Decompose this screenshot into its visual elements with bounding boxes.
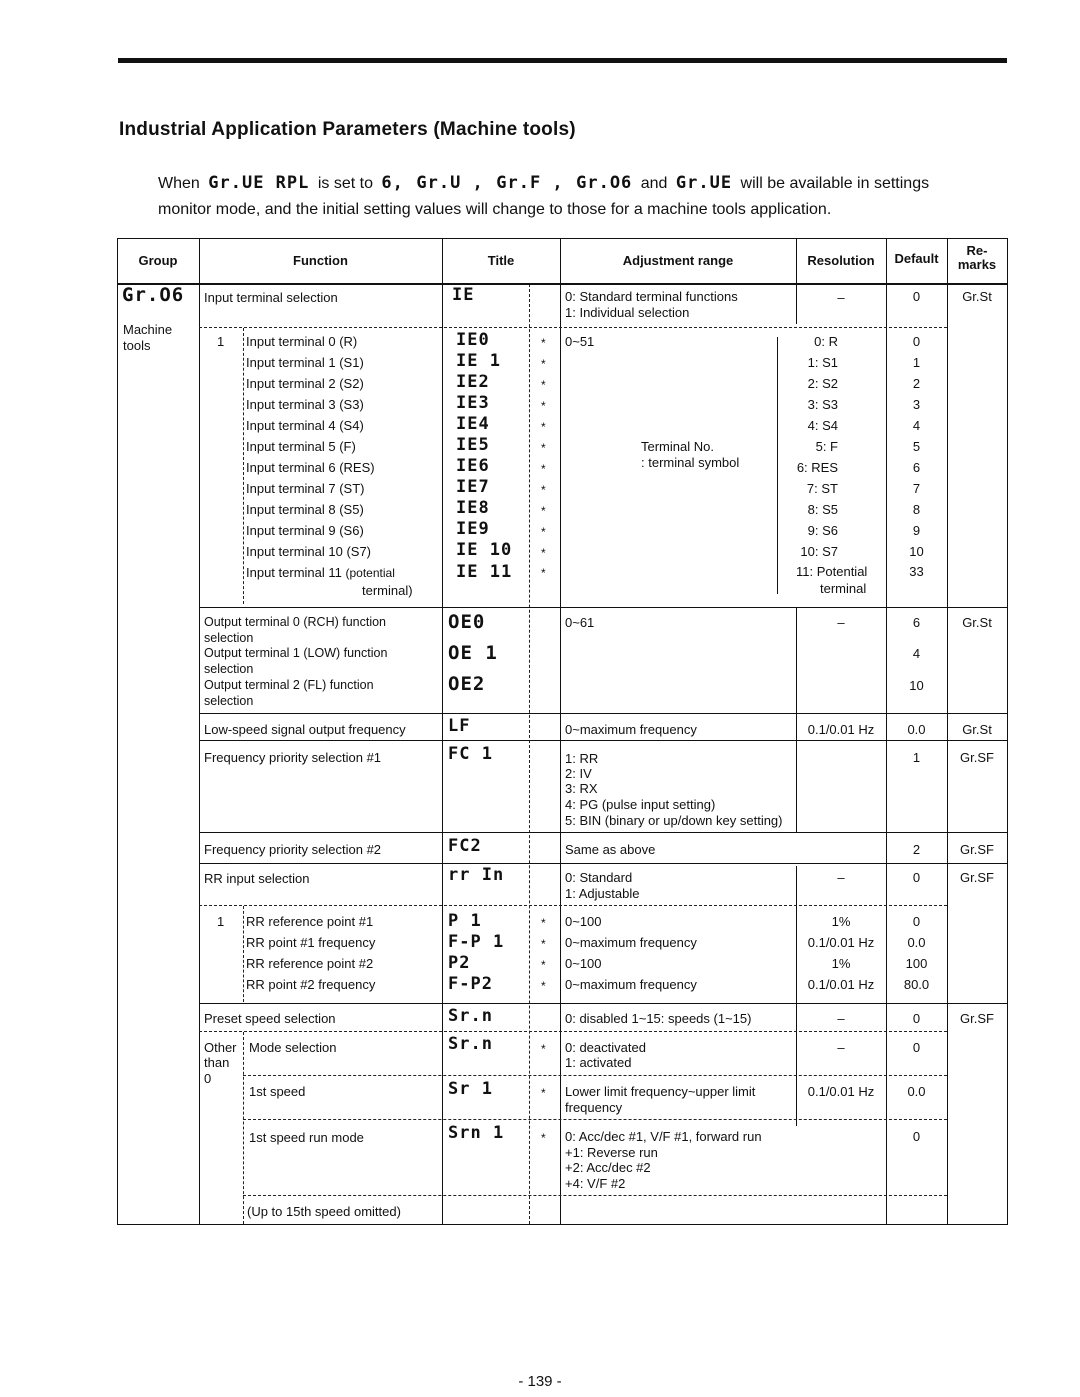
low-speed-remarks: Gr.St [962,722,992,737]
mode-title: Sr.n [448,1034,493,1054]
rr-sel-function: RR input selection [204,871,310,886]
star-mark: * [541,441,546,455]
header-remarks: Re- marks [957,243,997,272]
star-mark: * [541,979,546,993]
input-sel-remarks: Gr.St [962,289,992,304]
input-terminal-default: 10 [909,544,924,559]
intro-line-2: monitor mode, and the initial setting values will change to those for a machine tools application. [158,201,832,218]
input-terminal-symbol: 3: S3 [807,397,838,412]
header-adjustment: Adjustment range [622,253,734,268]
grid-line [199,1031,947,1032]
input-terminal-function: Input terminal 8 (S5) [246,502,364,517]
preset-adj: 0: disabled 1~15: speeds (1~15) [565,1011,752,1026]
fc2-title: FC2 [448,836,482,856]
grid-line [243,328,244,604]
mode-resolution: – [837,1040,845,1055]
star-mark: * [541,420,546,434]
input-terminal-title: IE5 [456,435,490,455]
fc1-adj-5: 5: BIN (binary or up/down key setting) [565,813,783,828]
mode-other-1: Other [204,1040,237,1055]
header-resolution: Resolution [807,253,875,268]
input-terminal-title: IE0 [456,330,490,350]
output-range: 0~61 [565,615,595,630]
mode-other-2: than [204,1055,230,1070]
input-terminal-function: Input terminal 4 (S4) [246,418,364,433]
input-terminal-title: IE7 [456,477,490,497]
speed1-adj-2: frequency [565,1100,623,1115]
star-mark: * [541,357,546,371]
input-term-11-default: 33 [909,564,924,579]
fc1-default: 1 [912,750,921,765]
input-terminal-function: Input terminal 3 (S3) [246,397,364,412]
input-terms-note-1: Terminal No. [641,439,714,454]
rr-sel-resolution: – [837,870,845,885]
fc1-adj-1: 1: RR [565,751,599,766]
fc1-adj-3: 3: RX [565,781,598,796]
input-terminal-title: IE 10 [456,540,513,560]
star-mark: * [541,336,546,350]
low-speed-resolution: 0.1/0.01 Hz [807,722,875,737]
input-terminal-symbol: 2: S2 [807,376,838,391]
mode-function: Mode selection [249,1040,337,1055]
star-mark: * [541,1086,546,1100]
rr-point-title: F-P2 [448,974,493,994]
rr-point-title: P2 [448,953,471,973]
input-terminal-title: IE3 [456,393,490,413]
mode-adj-2: 1: activated [565,1055,632,1070]
grid-line [243,1119,947,1120]
header-group: Group [138,253,178,268]
input-terminal-symbol: 10: S7 [800,544,838,559]
star-mark: * [541,916,546,930]
output-1-func-2: selection [204,662,254,676]
preset-resolution: – [837,1011,845,1026]
output-0-default: 6 [912,615,921,630]
rr-sel-adj-2: 1: Adjustable [565,886,640,901]
input-terminal-function: Input terminal 2 (S2) [246,376,364,391]
input-sel-default: 0 [912,289,921,304]
input-term-11-func: Input terminal 11 (potential [246,565,395,580]
mode-other-3: 0 [204,1071,212,1086]
input-sel-function: Input terminal selection [204,290,338,305]
mode-adj-1: 0: deactivated [565,1040,646,1055]
input-terminal-function: Input terminal 7 (ST) [246,481,365,496]
grid-line [199,740,1008,741]
input-terminal-symbol: 8: S5 [807,502,838,517]
rr-point-default: 100 [905,956,928,971]
group-name-2: tools [123,338,151,353]
grid-line [199,1003,1008,1004]
output-1-default: 4 [912,646,921,661]
input-sel-resolution: – [837,290,845,305]
star-mark: * [541,958,546,972]
input-terminal-function: Input terminal 6 (RES) [246,460,375,475]
grid-line [796,608,797,832]
grid-line [560,238,561,1225]
output-2-func-1: Output terminal 2 (FL) function [204,678,374,692]
grid-line [199,905,947,906]
input-term-11-sym-2: terminal [820,581,867,596]
page-number: - 139 - [518,1373,562,1390]
grid-line [199,832,1008,833]
grid-line [199,607,1008,608]
group-code: Gr.O6 [122,284,185,306]
input-terminal-symbol: 5: F [815,439,838,454]
rr-sel-adj-1: 0: Standard [565,870,633,885]
fc1-title: FC 1 [448,744,493,764]
input-terminal-default: 9 [912,523,921,538]
top-rule [118,58,1007,63]
input-terminal-title: IE6 [456,456,490,476]
speed1-function: 1st speed [249,1084,306,1099]
fc1-adj-2: 2: IV [565,766,592,781]
speed1-mode-default: 0 [912,1129,921,1144]
output-0-title: OE0 [448,611,486,633]
fc2-function: Frequency priority selection #2 [204,842,382,857]
rr-point-resolution: 0.1/0.01 Hz [807,935,875,950]
rr-point-function: RR reference point #1 [246,914,374,929]
header-title: Title [487,253,515,268]
star-mark: * [541,937,546,951]
speed1-mode-adj-4: +4: V/F #2 [565,1176,626,1191]
grid-line [243,1075,947,1076]
input-term-11-func-2: terminal) [362,583,413,598]
speed1-adj-1: Lower limit frequency~upper limit [565,1084,756,1099]
output-2-title: OE2 [448,673,486,695]
preset-title: Sr.n [448,1006,493,1026]
grid-line [529,284,530,1224]
grid-line [199,238,200,1225]
fc2-adj: Same as above [565,842,656,857]
star-mark: * [541,1042,546,1056]
rr-point-function: RR reference point #2 [246,956,374,971]
low-speed-function: Low-speed signal output frequency [204,722,406,737]
star-mark: * [541,1131,546,1145]
star-mark: * [541,504,546,518]
input-terminal-default: 1 [912,355,921,370]
input-terminal-symbol: 4: S4 [807,418,838,433]
output-2-func-2: selection [204,694,254,708]
rr-points-index: 1 [217,914,225,929]
input-terminal-default: 3 [912,397,921,412]
speed1-mode-adj-2: +1: Reverse run [565,1145,658,1160]
input-terminal-symbol: 9: S6 [807,523,838,538]
input-term-11-sym-1: 11: Potential [796,564,868,579]
grid-line [243,1195,947,1196]
omitted-note: (Up to 15th speed omitted) [247,1204,401,1219]
fc1-remarks: Gr.SF [960,750,994,765]
speed1-mode-adj-1: 0: Acc/dec #1, V/F #1, forward run [565,1129,762,1144]
rr-point-range: 0~100 [565,956,602,971]
output-1-title: OE 1 [448,642,498,664]
speed1-mode-function: 1st speed run mode [249,1130,364,1145]
speed1-mode-adj-3: +2: Acc/dec #2 [565,1160,651,1175]
input-terminal-symbol: 1: S1 [807,355,838,370]
speed1-default: 0.0 [907,1084,926,1099]
group-name-1: Machine [123,322,173,337]
rr-sel-title: rr In [448,865,505,885]
preset-remarks: Gr.SF [960,1011,994,1026]
input-terminal-function: Input terminal 5 (F) [246,439,356,454]
star-mark: * [541,546,546,560]
input-sel-adj-1: 0: Standard terminal functions [565,289,738,304]
grid-line [243,906,244,1002]
input-terminal-function: Input terminal 1 (S1) [246,355,364,370]
input-terms-note-2: : terminal symbol [641,455,740,470]
input-terminal-symbol: 0: R [814,334,838,349]
input-sel-title: IE [452,285,475,305]
fc2-remarks: Gr.SF [960,842,994,857]
header-function: Function [293,253,348,268]
low-speed-default: 0.0 [907,722,926,737]
star-mark: * [541,378,546,392]
input-terminal-symbol: 6: RES [796,460,838,475]
star-mark: * [541,399,546,413]
rr-point-default: 80.0 [903,977,930,992]
low-speed-title: LF [448,716,471,736]
output-0-func-2: selection [204,631,254,645]
input-terminal-default: 4 [912,418,921,433]
input-terminal-title: IE9 [456,519,490,539]
input-sel-adj-2: 1: Individual selection [565,305,690,320]
output-resolution: – [837,615,845,630]
input-terminal-default: 5 [912,439,921,454]
grid-line [442,238,443,1225]
rr-point-range: 0~maximum frequency [565,935,697,950]
output-1-func-1: Output terminal 1 (LOW) function [204,646,388,660]
star-mark: * [541,462,546,476]
output-2-default: 10 [909,678,924,693]
input-terminal-title: IE 1 [456,351,501,371]
rr-point-resolution: 1% [831,956,851,971]
input-terms-range: 0~51 [565,334,595,349]
fc2-default: 2 [912,842,921,857]
input-term-11-title: IE 11 [456,562,513,582]
rr-point-function: RR point #2 frequency [246,977,376,992]
intro-paragraph [158,170,1018,223]
speed1-mode-title: Srn 1 [448,1123,505,1143]
rr-point-range: 0~100 [565,914,602,929]
grid-line [199,327,947,328]
rr-point-resolution: 1% [831,914,851,929]
rr-sel-default: 0 [912,870,921,885]
input-terminal-function: Input terminal 9 (S6) [246,523,364,538]
rr-point-default: 0.0 [907,935,926,950]
speed1-resolution: 0.1/0.01 Hz [807,1084,875,1099]
low-speed-adj: 0~maximum frequency [565,722,697,737]
grid-line [199,863,1008,864]
grid-line [243,1032,244,1224]
input-terminal-title: IE8 [456,498,490,518]
preset-function: Preset speed selection [204,1011,336,1026]
rr-point-default: 0 [912,914,921,929]
input-terminal-function: Input terminal 10 (S7) [246,544,372,559]
input-terminal-default: 6 [912,460,921,475]
output-remarks: Gr.St [962,615,992,630]
speed1-title: Sr 1 [448,1079,493,1099]
input-terms-index: 1 [217,334,225,349]
fc1-function: Frequency priority selection #1 [204,750,382,765]
intro-line-1: When Gr.UE RPL is set to 6, Gr.U , Gr.F , Gr.O6 and Gr.UE will be available in settings [158,173,930,193]
input-terminal-default: 8 [912,502,921,517]
output-0-func-1: Output terminal 0 (RCH) function [204,615,387,629]
rr-point-title: P 1 [448,911,482,931]
preset-default: 0 [912,1011,921,1026]
rr-sel-remarks: Gr.SF [960,870,994,885]
star-mark: * [541,566,546,580]
input-terminal-title: IE4 [456,414,490,434]
fc1-adj-4: 4: PG (pulse input setting) [565,797,716,812]
input-terminal-symbol: 7: ST [806,481,838,496]
page-title: Industrial Application Parameters (Machine tools) [119,119,576,140]
input-terminal-default: 2 [912,376,921,391]
input-terminal-default: 7 [912,481,921,496]
rr-point-title: F-P 1 [448,932,505,952]
input-terminal-function: Input terminal 0 (R) [246,334,358,349]
rr-point-function: RR point #1 frequency [246,935,376,950]
grid-line [117,283,1008,285]
header-default: Default [894,251,939,266]
input-terminal-title: IE2 [456,372,490,392]
brace-icon [777,337,778,594]
mode-default: 0 [912,1040,921,1055]
grid-line [199,713,1008,714]
rr-point-range: 0~maximum frequency [565,977,697,992]
star-mark: * [541,483,546,497]
star-mark: * [541,525,546,539]
rr-point-resolution: 0.1/0.01 Hz [807,977,875,992]
input-terminal-default: 0 [912,334,921,349]
